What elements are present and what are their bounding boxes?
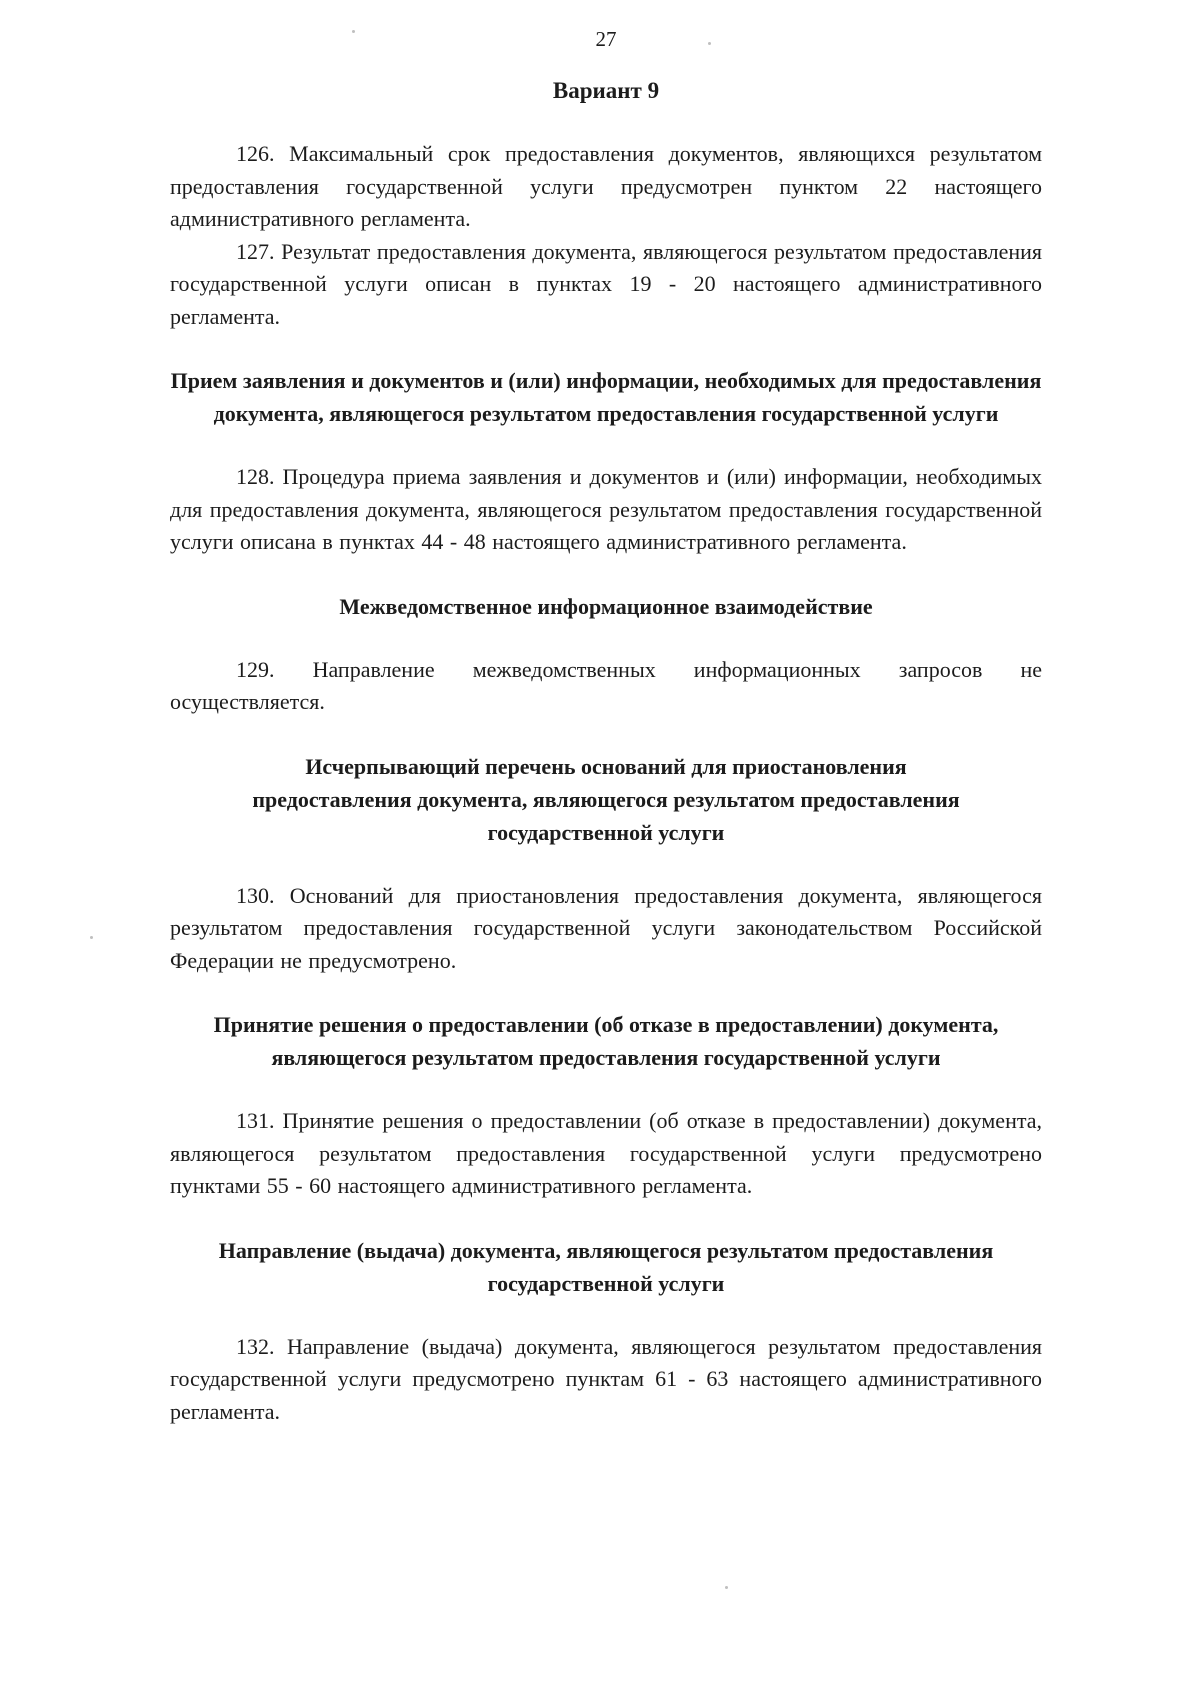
section-heading-issuance: Направление (выдача) документа, являющегося результатом предоставления государственной услуги [218, 1237, 994, 1296]
scan-artifact [352, 30, 355, 33]
section-heading-decision: Принятие решения о предоставлении (об отказе в предоставлении) документа, являющегося результатом предоставления государственной услуги [213, 1012, 999, 1070]
paragraph-132: 132. Направление (выдача) документа, являющегося результатом предоставления государственной услуги предусмотрено пунктам 61 - 63 настоящего административного регламента. [170, 1333, 1042, 1424]
paragraph-131: 131. Принятие решения о предоставлении (об отказе в предоставлении) документа, являющегося результатом предоставления государственной услуги предусмотрено пунктами 55 - 60 настоящего административного регламента. [170, 1108, 1042, 1198]
scan-artifact [90, 936, 93, 939]
page-number: 27 [595, 27, 617, 51]
scan-artifact [725, 1586, 728, 1589]
paragraph-128: 128. Процедура приема заявления и документов и (или) информации, необходимых для предоставления документа, являющегося результатом предоставления государственной услуги описана в пунктах 44 - 48 настоящего административного регламента. [170, 464, 1042, 554]
paragraph-130: 130. Оснований для приостановления предоставления документа, являющегося результатом предоставления государственной услуги законодательством Российской Федерации не предусмотрено. [170, 882, 1042, 973]
section-heading-interagency-interaction: Межведомственное информационное взаимодействие [339, 593, 873, 619]
section-heading-application-reception: Прием заявления и документов и (или) информации, необходимых для предоставления документа, являющегося результатом предоставления государственной услуги [170, 368, 1042, 426]
paragraph-129: 129. Направление межведомственных информационных запросов не осуществляется. [170, 656, 1042, 714]
section-heading-suspension-grounds: Исчерпывающий перечень оснований для приостановления предоставления документа, являющегося результатом предоставления государственной услуги [252, 753, 960, 845]
paragraph-126: 126. Максимальный срок предоставления документов, являющихся результатом предоставления государственной услуги предусмотрен пунктом 22 настоящего административного регламента. [170, 141, 1042, 231]
variant-title: Вариант 9 [552, 78, 660, 103]
paragraph-127: 127. Результат предоставления документа, являющегося результатом предоставления государственной услуги описан в пунктах 19 - 20 настоящего административного регламента. [170, 238, 1042, 329]
scan-artifact [708, 42, 711, 45]
